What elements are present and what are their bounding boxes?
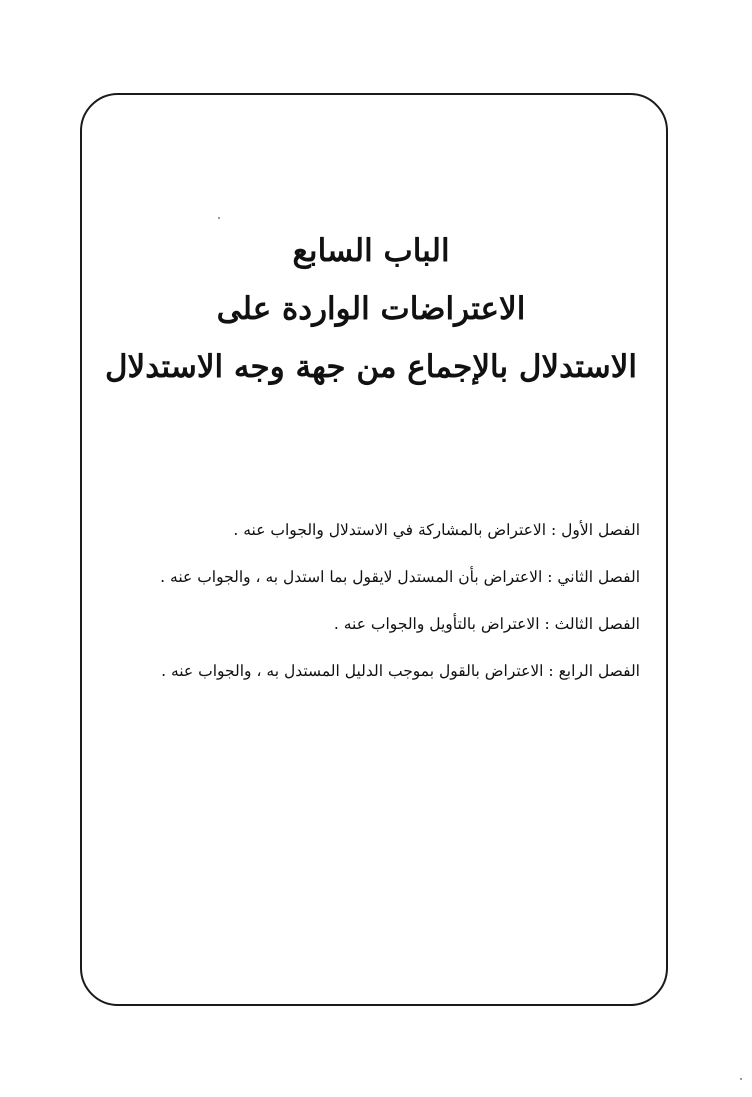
section-item	[90, 554, 640, 601]
chapter-title-line-2: الاستدلال بالإجماع من جهة وجه الاستدلال	[105, 349, 637, 385]
chapter-title-block	[100, 222, 642, 396]
section-text: الاعتراض بالتأويل والجواب عنه .	[333, 615, 540, 633]
section-item	[90, 507, 640, 554]
label-separator: :	[546, 521, 562, 539]
label-separator: :	[539, 615, 555, 633]
section-label: الفصل الرابع	[558, 662, 640, 680]
section-text: الاعتراض بأن المستدل لايقول بما استدل به ، والجواب عنه .	[160, 568, 543, 586]
section-item	[90, 601, 640, 648]
scan-speck	[218, 217, 220, 219]
scan-speck	[740, 1078, 742, 1080]
section-label: الفصل الثاني	[557, 568, 640, 586]
section-text: الاعتراض بالمشاركة في الاستدلال والجواب عنه .	[233, 521, 547, 539]
chapter-title-line-1: الاعتراضات الواردة على	[216, 291, 526, 327]
label-separator: :	[542, 568, 558, 586]
section-text: الاعتراض بالقول بموجب الدليل المستدل به ، والجواب عنه .	[161, 662, 544, 680]
chapter-number: الباب السابع	[292, 233, 450, 269]
section-label: الفصل الأول	[561, 521, 640, 539]
section-item	[90, 648, 640, 695]
section-label: الفصل الثالث	[554, 615, 640, 633]
section-list	[90, 507, 640, 695]
label-separator: :	[543, 662, 559, 680]
